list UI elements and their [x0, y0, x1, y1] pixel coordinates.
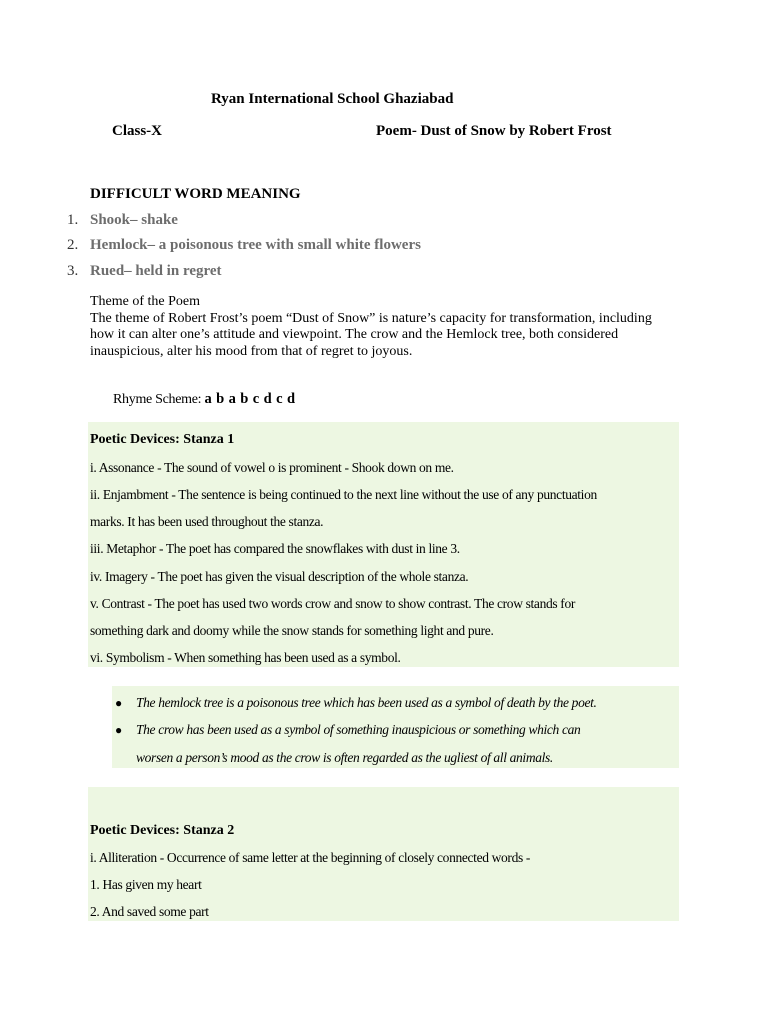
word-item: [67, 263, 222, 280]
symbol-bullet: The crow has been used as a symbol of something inauspicious or something which can: [136, 722, 581, 737]
device-line: something dark and doomy while the snow stands for something light and pure.: [90, 623, 494, 638]
theme-section: [90, 294, 670, 360]
device-line: marks. It has been used throughout the stanza.: [90, 514, 324, 529]
device-line: i. Alliteration - Occurrence of same letter at the beginning of closely connected words -: [90, 850, 531, 865]
stanza2-heading: Poetic Devices: Stanza 2: [90, 823, 235, 838]
device-line: i. Assonance - The sound of vowel o is prominent - Shook down on me.: [90, 460, 454, 475]
symbol-bullet-continued: worsen a person’s mood as the crow is often regarded as the ugliest of all animals.: [136, 750, 553, 765]
word-number: 2.: [67, 237, 79, 253]
device-line: v. Contrast - The poet has used two words crow and snow to show contrast. The crow stands for: [90, 596, 575, 611]
word-meaning: Hemlock– a poisonous tree with small white flowers: [90, 237, 421, 253]
word-item: [67, 212, 178, 229]
school-name: Ryan International School Ghaziabad: [211, 91, 454, 107]
rhyme-label: Rhyme Scheme:: [113, 392, 202, 407]
bullet-icon: ●: [115, 696, 123, 710]
device-line: iv. Imagery - The poet has given the visual description of the whole stanza.: [90, 569, 469, 584]
symbol-bullet: The hemlock tree is a poisonous tree which has been used as a symbol of death by the poet.: [136, 695, 597, 710]
word-meaning: Rued– held in regret: [90, 263, 222, 279]
difficult-words-heading: DIFFICULT WORD MEANING: [90, 186, 301, 202]
device-line: iii. Metaphor - The poet has compared the snowflakes with dust in line 3.: [90, 541, 460, 556]
class-label: Class-X: [112, 123, 163, 139]
device-line: 2. And saved some part: [90, 904, 209, 919]
rhyme-scheme: [113, 391, 295, 408]
word-number: 1.: [67, 212, 79, 228]
rhyme-value: a b a b c d c d: [204, 391, 296, 407]
device-line: 1. Has given my heart: [90, 877, 202, 892]
theme-heading: Theme of the Poem: [90, 294, 201, 309]
bullet-icon: ●: [115, 723, 123, 737]
word-number: 3.: [67, 263, 79, 279]
device-line: vi. Symbolism - When something has been used as a symbol.: [90, 650, 401, 665]
stanza1-heading: Poetic Devices: Stanza 1: [90, 432, 235, 447]
device-line: ii. Enjambment - The sentence is being continued to the next line without the use of any punctuation: [90, 487, 597, 502]
word-meaning: Shook– shake: [90, 212, 178, 228]
theme-body: The theme of Robert Frost’s poem “Dust of Snow” is nature’s capacity for transformation, including how it can alter one’s attitude and viewpoint. The crow and the Hemlock tree, both considered inauspicious, alter his mood from that of regret to joyous.: [90, 310, 652, 359]
word-item: [67, 237, 421, 254]
poem-title: Poem- Dust of Snow by Robert Frost: [376, 123, 612, 139]
